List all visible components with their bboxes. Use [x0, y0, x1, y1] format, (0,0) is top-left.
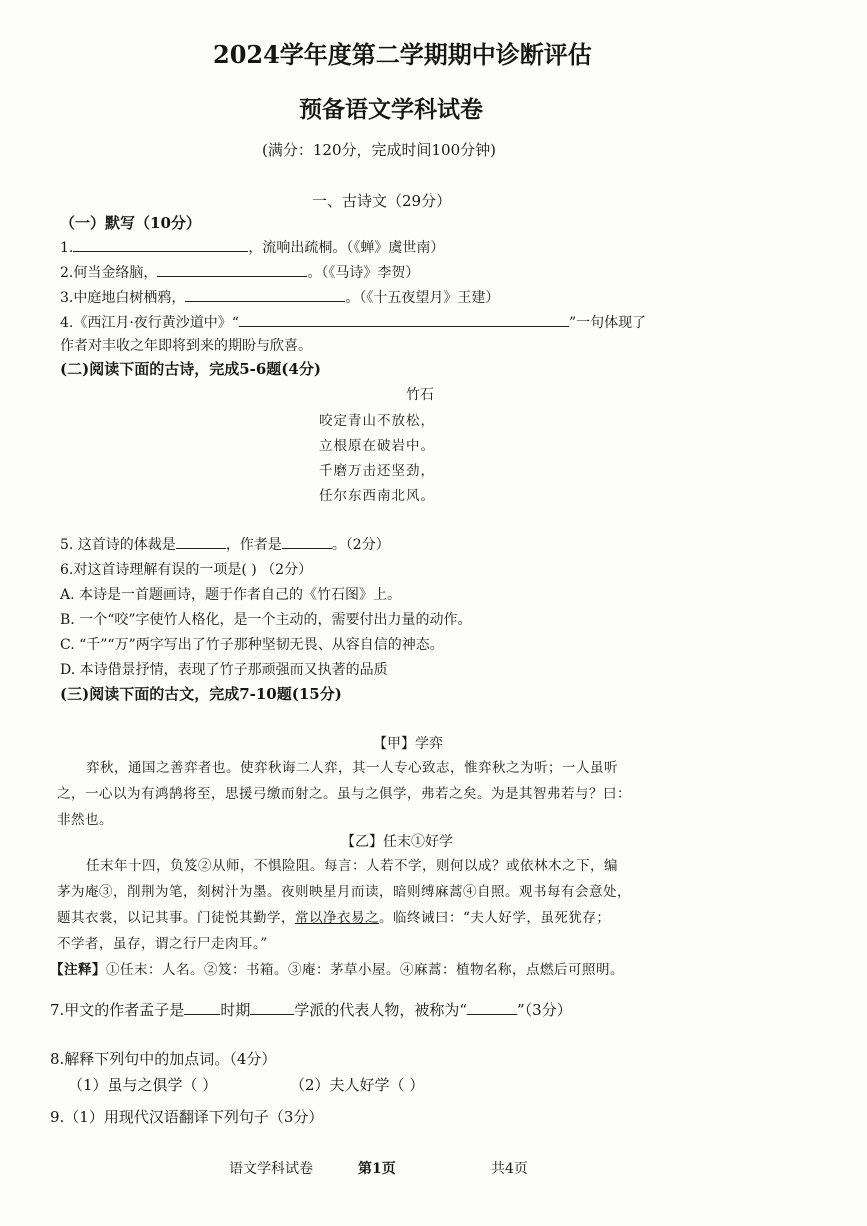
- question-8-1: （1）虽与之俱学（ ）: [68, 1076, 218, 1094]
- passage-jia-line: 非然也。: [57, 812, 113, 828]
- poem-line: 咬定青山不放松，: [319, 413, 435, 429]
- answer-blank[interactable]: [250, 1000, 294, 1015]
- question-4-line2: 作者对丰收之年即将到来的期盼与欣喜。: [60, 338, 312, 354]
- question-2: [60, 262, 419, 282]
- passage-jia-title: 【甲】学弈: [373, 736, 443, 752]
- answer-blank[interactable]: [467, 1000, 517, 1015]
- annotation: [50, 957, 624, 983]
- q7-part-d: ”（3分）: [517, 1001, 572, 1019]
- annotation-text: ①任末：人名。②笈：书箱。③庵：茅草小屋。④麻蒿：植物名称，点燃后可照明。: [106, 962, 624, 978]
- question-5: [60, 534, 390, 554]
- footer-subject: 语文学科试卷: [229, 1161, 313, 1177]
- question-7: [50, 999, 572, 1020]
- poem-line: 任尔东西南北风。: [319, 488, 435, 504]
- poem-line: 千磨万击还坚劲，: [319, 463, 435, 479]
- part2-heading: (二)阅读下面的古诗，完成5-6题(4分): [60, 360, 321, 378]
- exam-subtitle: 预备语文学科试卷: [299, 96, 483, 123]
- question-4: [60, 312, 646, 332]
- option-d: D. 本诗借景抒情，表现了竹子那顽强而又执著的品质: [60, 662, 388, 678]
- exam-info: (满分：120分，完成时间100分钟): [262, 141, 496, 159]
- answer-blank[interactable]: [157, 262, 307, 277]
- question-9: 9.（1）用现代汉语翻译下列句子（3分）: [50, 1108, 324, 1126]
- q3-source: 。（《十五夜望月》王建）: [345, 290, 500, 306]
- yi-line3-part-a: 题其衣裳，以记其事。门徒悦其勤学，: [57, 910, 295, 926]
- q7-part-a: 7.甲文的作者孟子是: [50, 1001, 185, 1019]
- passage-jia-line: 弈秋，通国之善弈者也。使弈秋诲二人弈，其一人专心致志，惟弈秋之为听；一人虽听: [86, 760, 618, 776]
- passage-yi-line: [57, 905, 610, 931]
- underlined-sentence: 常以净衣易之: [295, 910, 379, 926]
- answer-blank[interactable]: [176, 534, 226, 549]
- passage-yi-line: 任末年十四，负笈②从师，不惧险阻。每言：人若不学，则何以成？或依林木之下，编: [86, 858, 618, 874]
- option-b: B. 一个“咬”字使竹人格化，是一个主动的，需要付出力量的动作。: [60, 612, 472, 628]
- section-heading: 一、古诗文（29分）: [312, 192, 452, 210]
- annotation-label: 【注释】: [50, 962, 106, 978]
- q1-text: ，流响出疏桐。（《蝉》虞世南）: [248, 240, 445, 256]
- q3-text: 3.中庭地白树栖鸦，: [60, 290, 186, 306]
- question-3: [60, 287, 499, 307]
- q5-part-a: 5. 这首诗的体裁是: [60, 537, 176, 553]
- option-c: C. “千”“万”两字写出了竹子那种坚韧无畏、从容自信的神态。: [60, 637, 444, 653]
- yi-line3-part-c: 。临终诫曰：“夫人好学，虽死犹存；: [379, 910, 611, 926]
- poem-title: 竹石: [406, 387, 434, 403]
- q7-part-c: 学派的代表人物，被称为“: [294, 1001, 467, 1019]
- footer-total-pages: 共4页: [491, 1161, 528, 1177]
- option-a: A. 本诗是一首题画诗，题于作者自己的《竹石图》上。: [60, 587, 402, 603]
- q4-text: 4.《西江月·夜行黄沙道中》“: [60, 315, 239, 331]
- question-6: 6.对这首诗理解有误的一项是( ) （2分）: [60, 562, 313, 578]
- question-8-2: （2）夫人好学（ ）: [290, 1076, 425, 1094]
- answer-blank[interactable]: [239, 312, 569, 327]
- q1-number: 1.: [60, 240, 74, 256]
- q5-part-b: ，作者是: [225, 537, 282, 553]
- poem-line: 立根原在破岩中。: [319, 438, 435, 454]
- part1-heading: （一）默写（10分）: [60, 214, 201, 232]
- answer-blank[interactable]: [184, 1000, 220, 1015]
- q2-source: 。（《马诗》李贺）: [307, 265, 420, 281]
- question-1: [60, 237, 444, 257]
- q2-text: 2.何当金络脑，: [60, 265, 158, 281]
- part3-heading: (三)阅读下面的古文，完成7-10题(15分): [60, 685, 342, 703]
- passage-yi-line: 茅为庵③，削荆为笔，刻树汁为墨。夜则映星月而读，暗则缚麻蒿④自照。观书每有会意处，: [57, 884, 631, 900]
- exam-title: 2024学年度第二学期期中诊断评估: [213, 40, 592, 69]
- q4-tail: ”一句体现了: [568, 315, 647, 331]
- q5-part-c: 。（2分）: [331, 537, 390, 553]
- passage-yi-line: 不学者，虽存，谓之行尸走肉耳。”: [57, 936, 268, 952]
- question-8: 8.解释下列句中的加点词。（4分）: [50, 1050, 277, 1068]
- q7-part-b: 时期: [220, 1001, 251, 1019]
- footer-page-number: 第1页: [358, 1161, 396, 1177]
- passage-yi-title: 【乙】任末①好学: [341, 834, 453, 850]
- passage-jia-line: 之，一心以为有鸿鹄将至，思援弓缴而射之。虽与之俱学，弗若之矣。为是其智弗若与？曰：: [57, 786, 631, 802]
- answer-blank[interactable]: [185, 287, 345, 302]
- answer-blank[interactable]: [73, 237, 248, 252]
- answer-blank[interactable]: [282, 534, 332, 549]
